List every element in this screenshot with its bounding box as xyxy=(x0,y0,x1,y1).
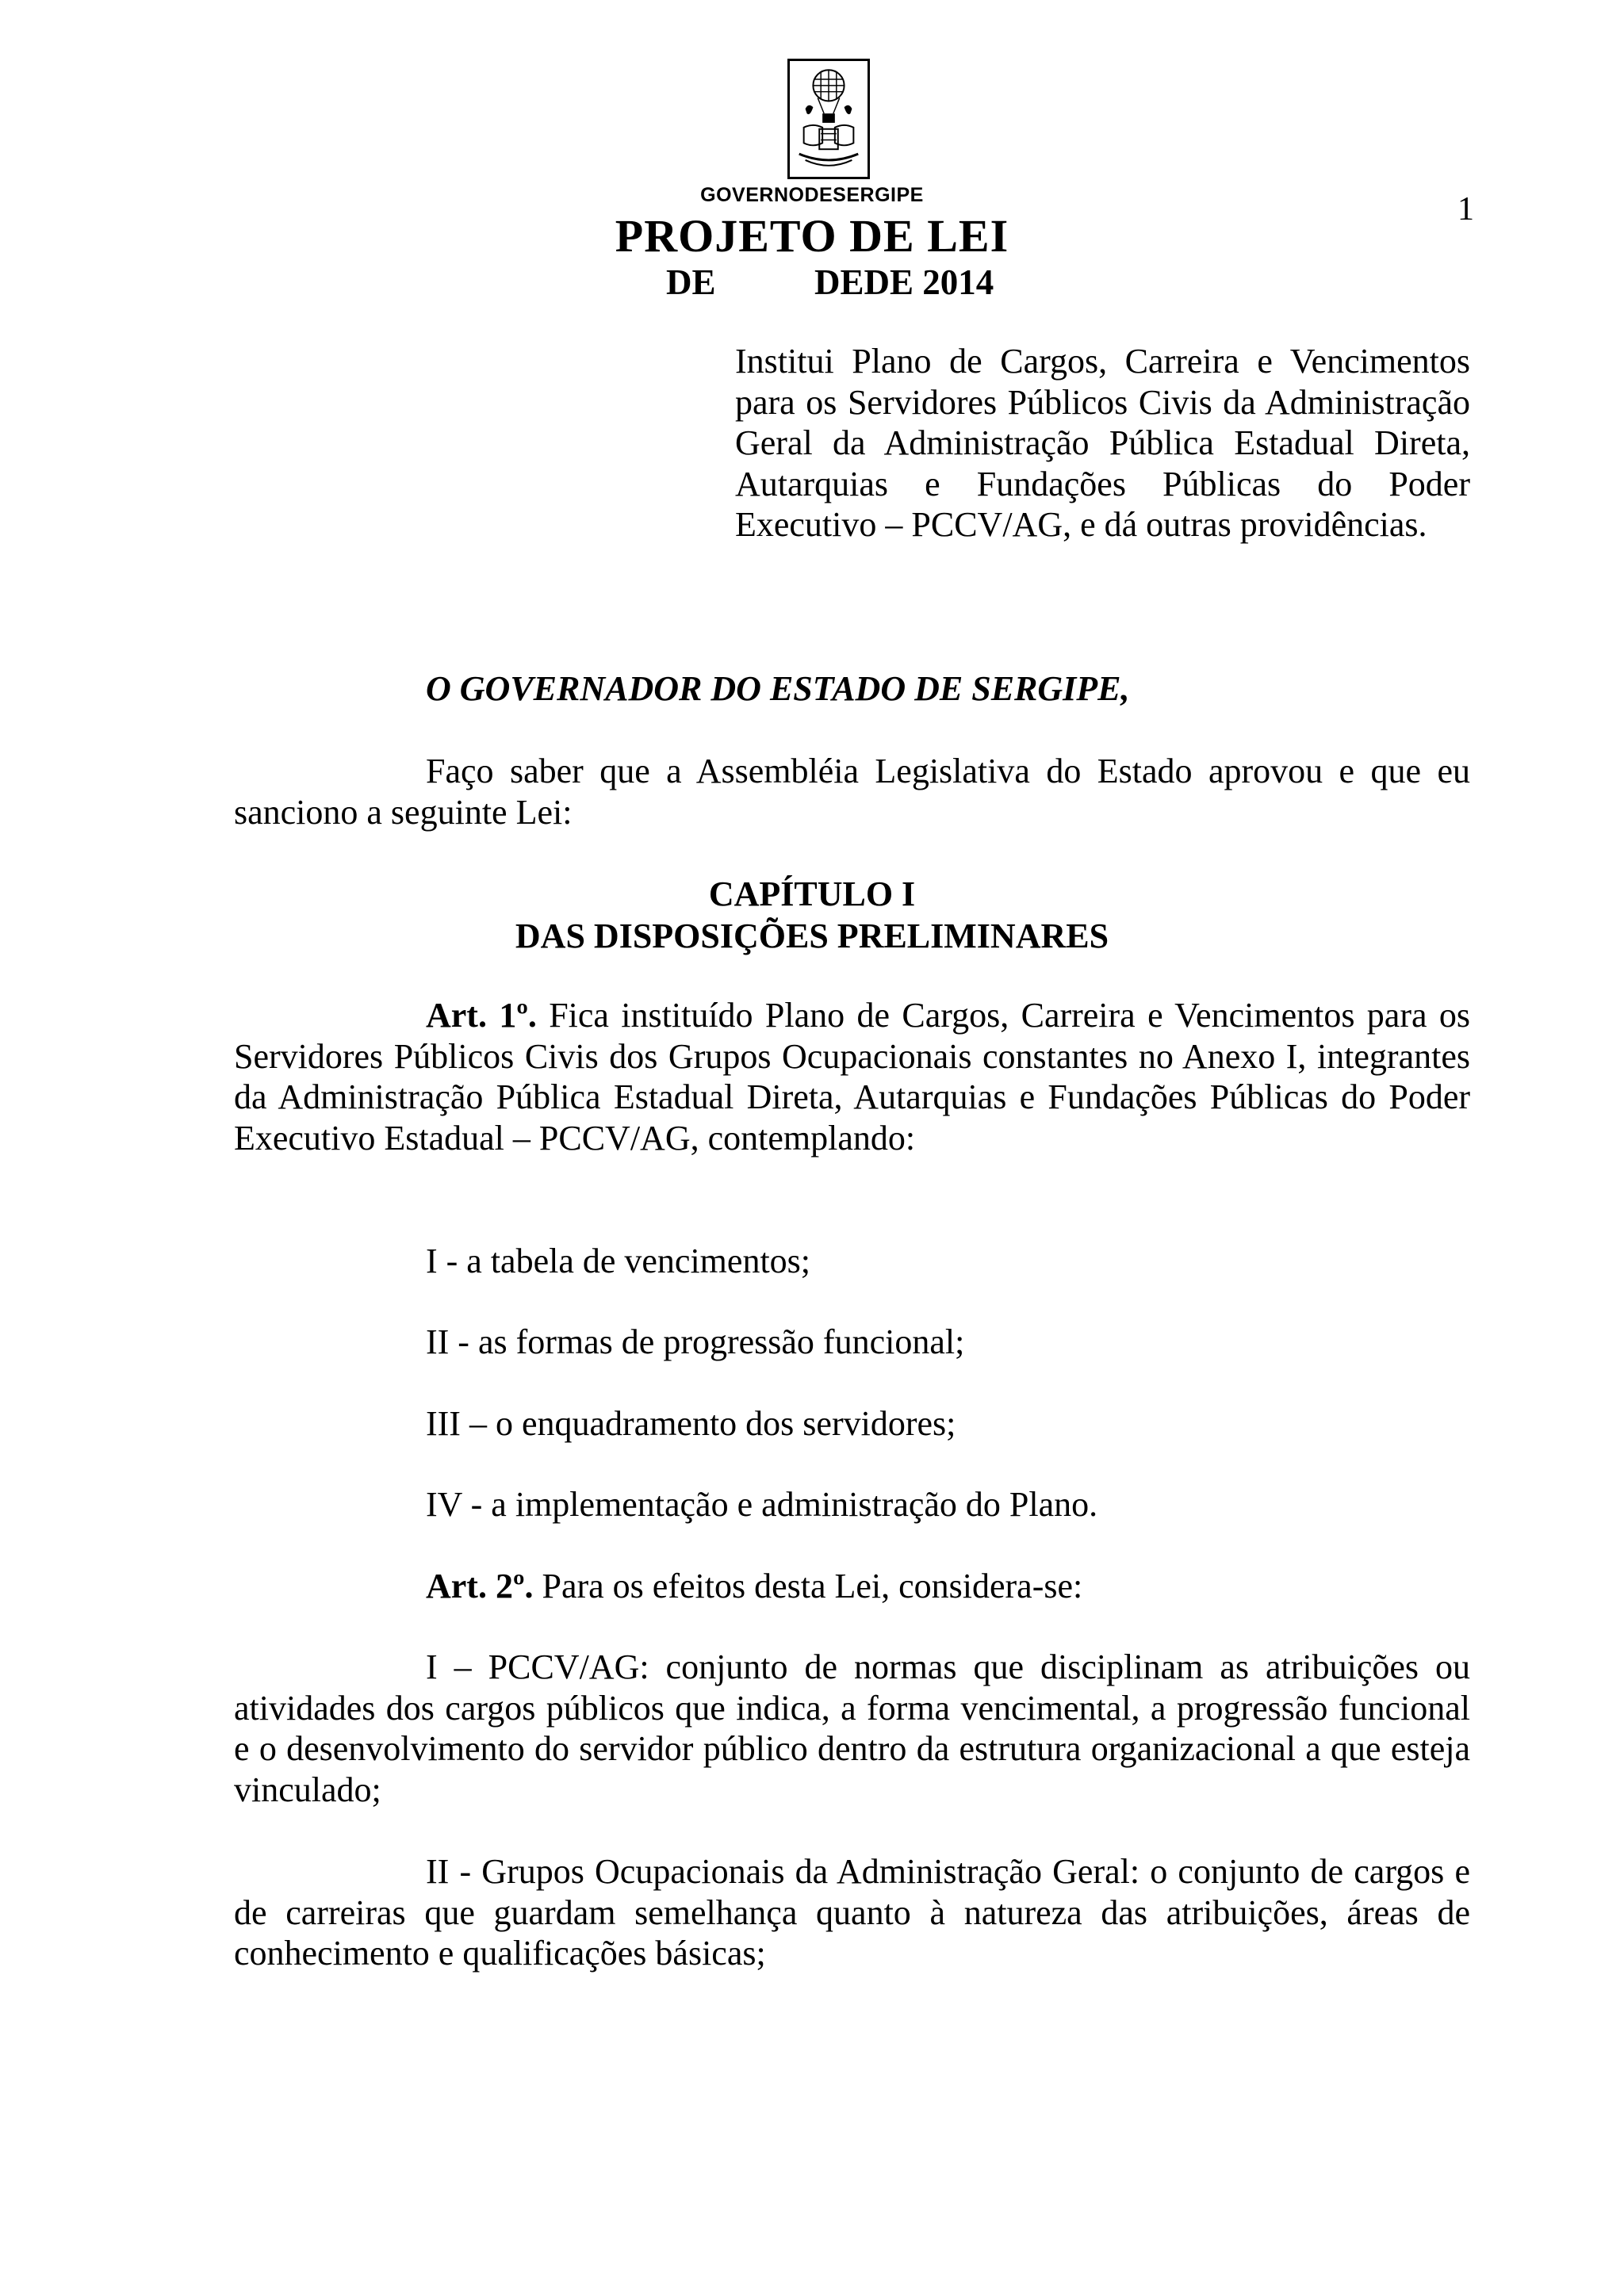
article-2-label: Art. 2º. xyxy=(426,1567,534,1605)
article-1-item-iii: III – o enquadramento dos servidores; xyxy=(426,1404,956,1443)
article-1-item-i: I - a tabela de vencimentos; xyxy=(426,1242,811,1280)
ementa-summary: Institui Plano de Cargos, Carreira e Vencimentos para os Servidores Públicos Civis da Administração Geral da Administração Pública Estadual Direta, Autarquias e Fundações Públicas do Poder Executivo – PCCV/AG, e dá outras providências. xyxy=(735,342,1470,544)
article-2 xyxy=(234,1566,1470,1607)
article-1-text: Fica instituído Plano de Cargos, Carreira e Vencimentos para os Servidores Públicos Civis dos Grupos Ocupacionais constantes no Anexo I, integrantes da Administração Pública Estadual Direta, Autarquias e Fundações Públicas do Poder Executivo Estadual – PCCV/AG, contemplando: xyxy=(234,996,1470,1158)
date-line-de: DE xyxy=(666,262,716,302)
chapter-title: DAS DISPOSIÇÕES PRELIMINARES xyxy=(515,916,1109,955)
article-2-item-i: I – PCCV/AG: conjunto de normas que disciplinam as atribuições ou atividades dos cargos públicos que indica, a forma vencimental, a progressão funcional e o desenvolvimento do servidor público dentro da estrutura organizacional a que esteja vinculado; xyxy=(234,1647,1470,1809)
governor-heading: O GOVERNADOR DO ESTADO DE SERGIPE, xyxy=(426,669,1130,708)
page-number: 1 xyxy=(1457,191,1474,228)
enactment-clause: Faço saber que a Assembléia Legislativa do Estado aprovou e que eu sanciono a seguinte Lei: xyxy=(234,752,1470,832)
article-2-item-ii: II - Grupos Ocupacionais da Administração Geral: o conjunto de cargos e de carreiras que guardam semelhança quanto à natureza das atribuições, áreas de conhecimento e qualificações básicas; xyxy=(234,1852,1470,1973)
chapter-number: CAPÍTULO I xyxy=(708,874,916,913)
coat-of-arms-icon xyxy=(787,59,870,179)
document-title: PROJETO DE LEI xyxy=(615,210,1009,262)
article-1-item-iv: IV - a implementação e administração do Plano. xyxy=(426,1485,1098,1524)
article-1 xyxy=(234,995,1470,1158)
date-line-dede-year: DEDE 2014 xyxy=(814,262,994,302)
government-name: GOVERNODESERGIPE xyxy=(700,184,924,206)
article-1-label: Art. 1º. xyxy=(426,996,537,1035)
article-2-text: Para os efeitos desta Lei, considera-se: xyxy=(533,1567,1083,1605)
article-1-item-ii: II - as formas de progressão funcional; xyxy=(426,1322,965,1361)
